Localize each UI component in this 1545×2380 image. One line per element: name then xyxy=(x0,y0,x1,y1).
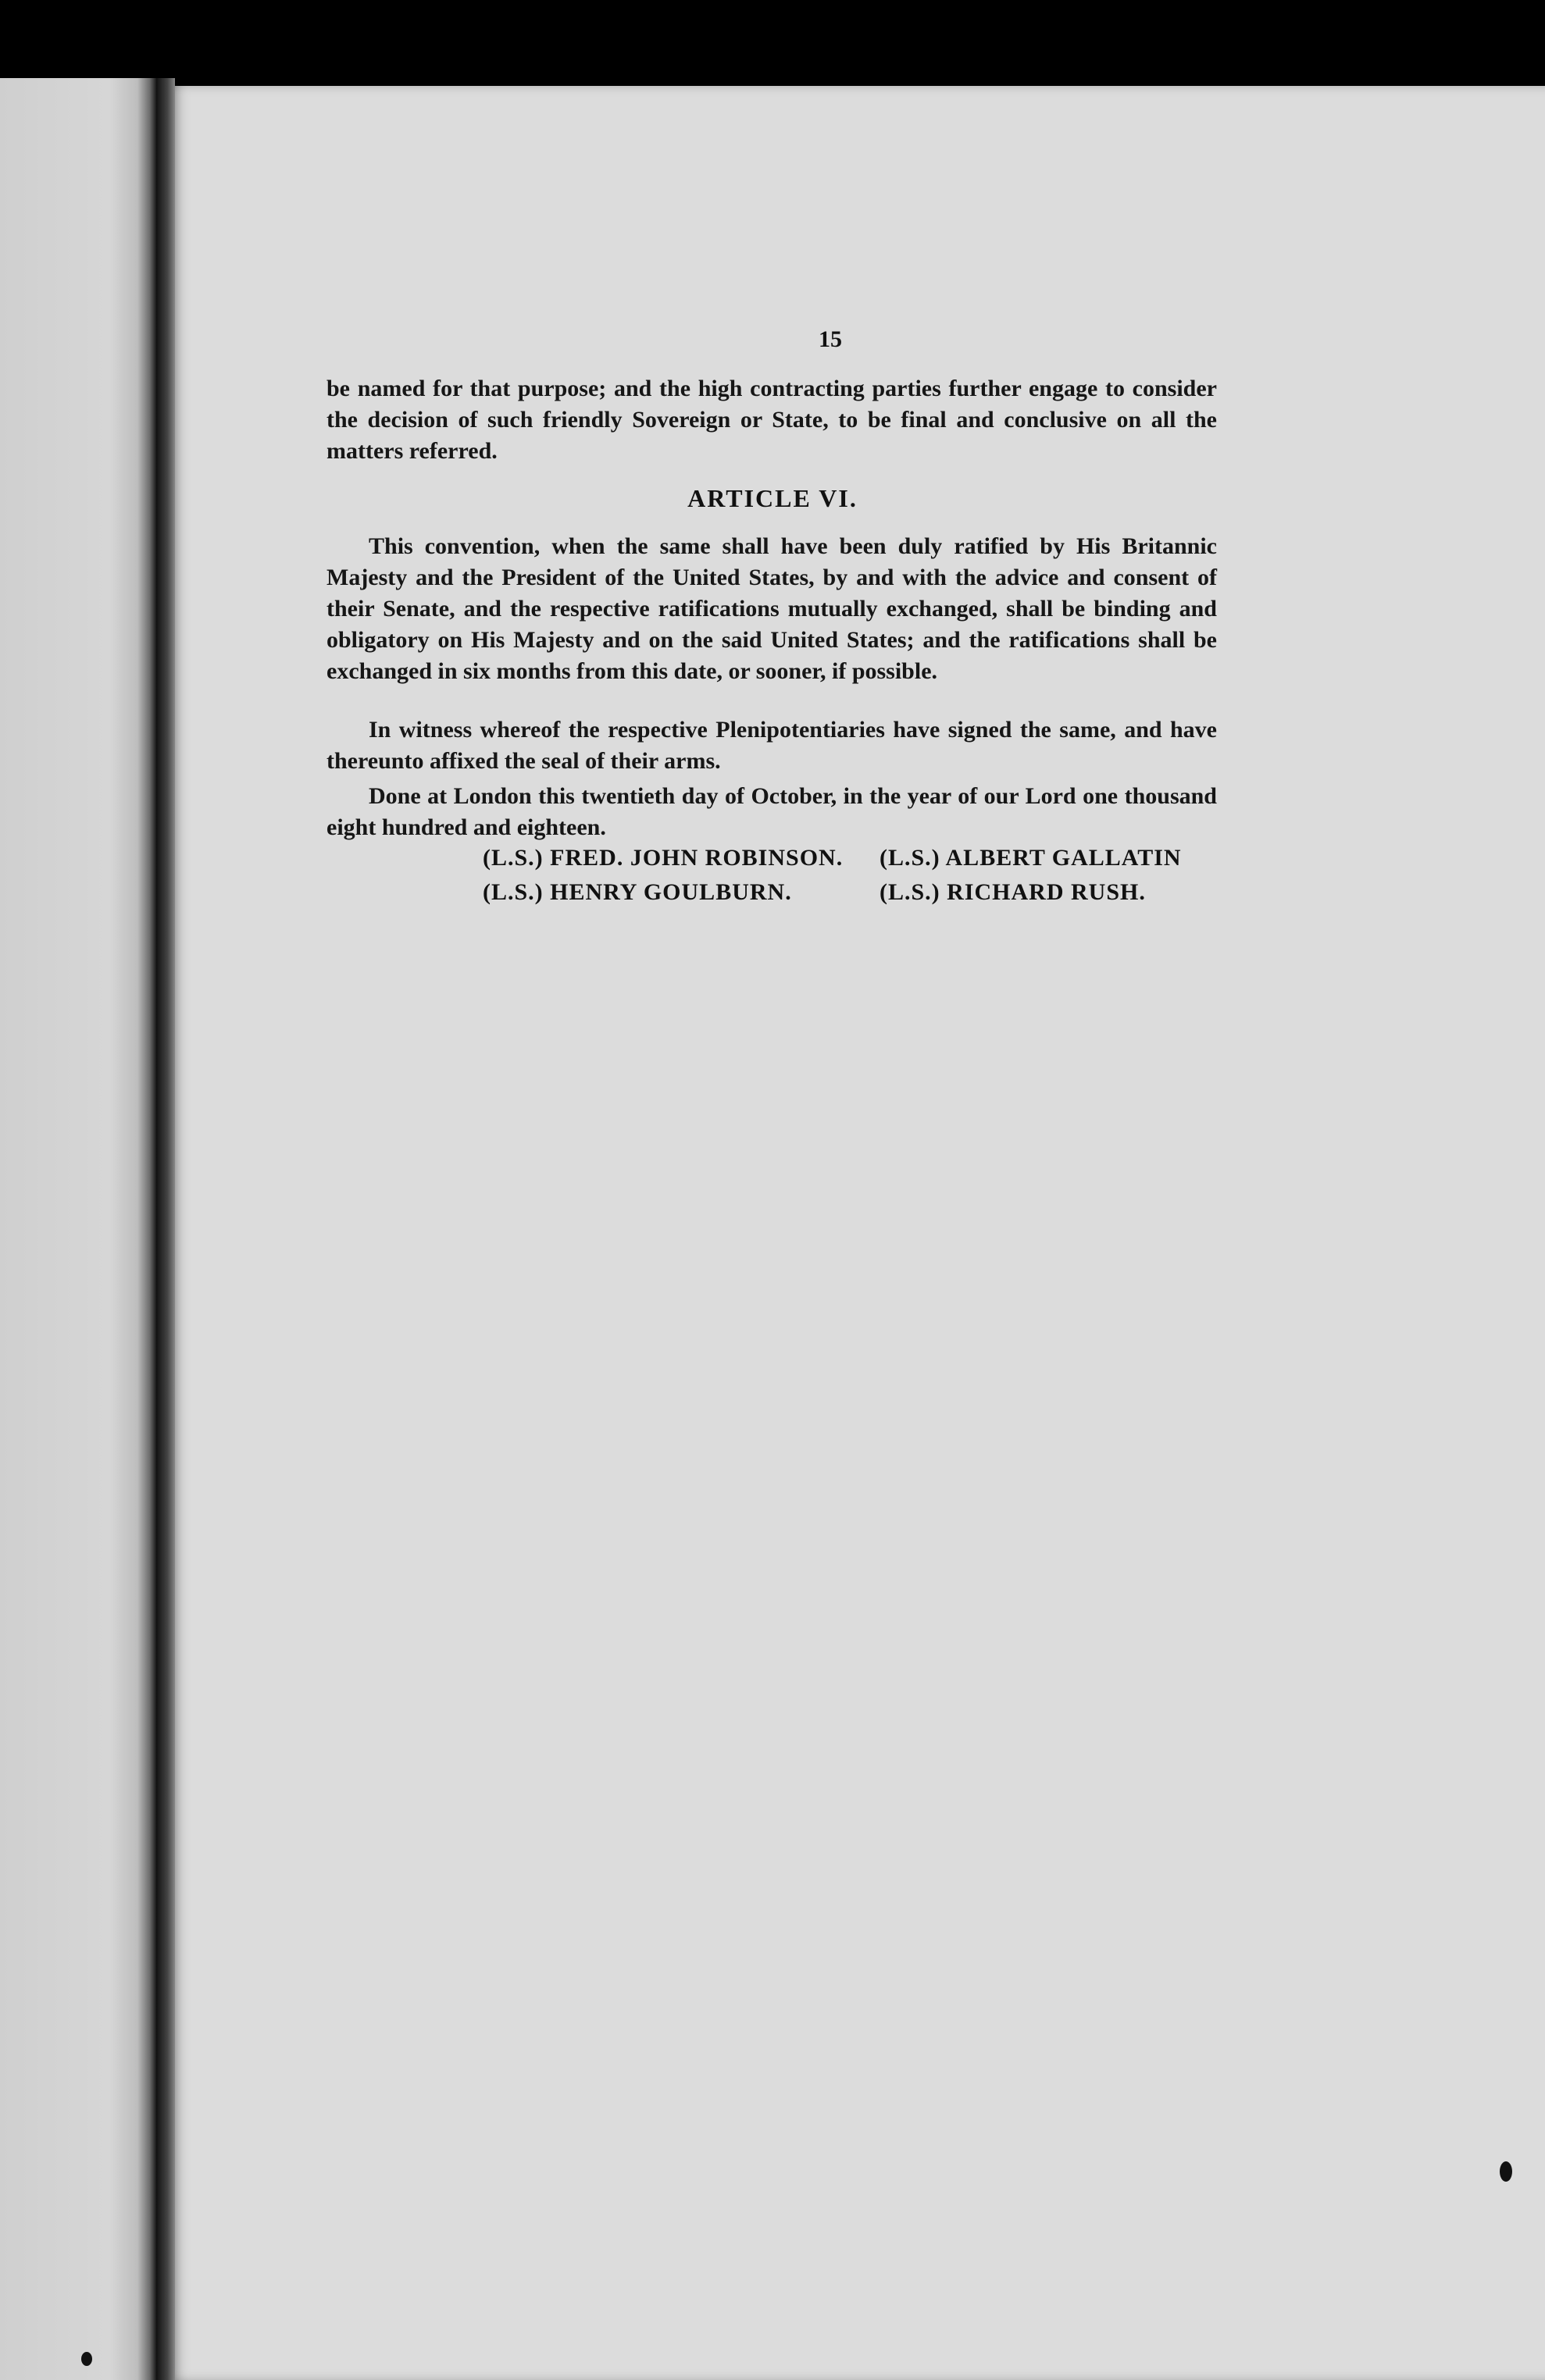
signature-rush: (L.S.) RICHARD RUSH. xyxy=(880,879,1146,905)
done-paragraph: Done at London this twentieth day of October, in the year of our Lord one thousand eight hundred and eighteen. xyxy=(326,783,1217,840)
witness-paragraph: In witness whereof the respective Plenipotentiaries have signed the same, and have thereunto affixed the seal of their arms. xyxy=(326,717,1217,774)
signature-goulburn: (L.S.) HENRY GOULBURN. xyxy=(483,879,792,905)
scan-speck xyxy=(1500,2161,1512,2182)
page-gutter-shadow xyxy=(156,78,175,2380)
signature-robinson: (L.S.) FRED. JOHN ROBINSON. xyxy=(483,845,844,871)
article-paragraph: This convention, when the same shall have been duly ratified by His Britannic Majesty and the President of the United States, by and with the advice and consent of their Senate, and the respective ratifications mutually exchanged, shall be binding and obligatory on His Majesty and on the said United States; and the ratifications shall be exchanged in six months from this date, or sooner, if possible. xyxy=(326,533,1217,684)
signature-gallatin: (L.S.) ALBERT GALLATIN xyxy=(880,845,1182,871)
article-heading: ARTICLE VI. xyxy=(687,484,858,512)
continuation-paragraph: be named for that purpose; and the high contracting parties further engage to consider the decision of such friendly Sovereign or State, to be final and conclusive on all the matters referred. xyxy=(326,376,1217,464)
scan-speck xyxy=(81,2352,92,2366)
adjacent-page-edge xyxy=(0,78,156,2380)
page-number: 15 xyxy=(819,326,842,352)
